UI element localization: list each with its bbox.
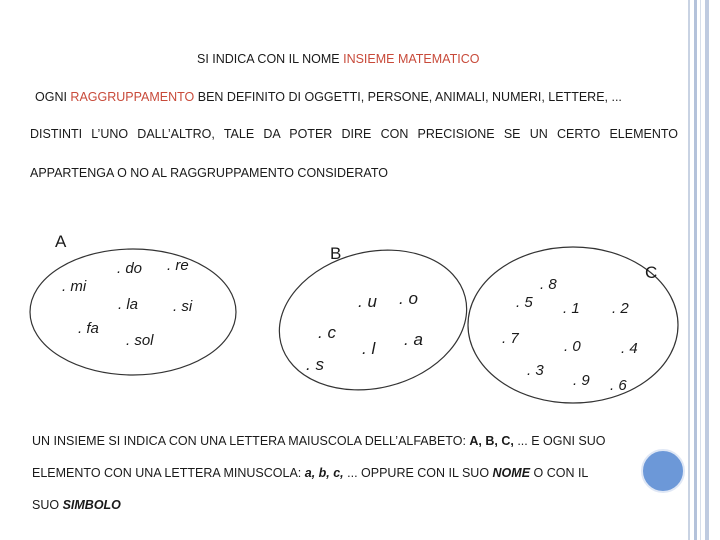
set-c-element: . 5 [516,294,533,311]
note-line-2 [32,466,588,480]
note-text: ... OPPURE CON IL SUO [343,466,493,480]
set-b-element: . c [318,323,336,342]
set-a-element: . la [118,296,139,313]
set-b-ellipse [264,231,481,409]
note-text: ... E OGNI SUO [513,434,606,448]
set-c-element: . 1 [563,300,580,317]
definition-line-3: APPARTENGA O NO AL RAGGRUPPAMENTO CONSIDERATO [30,166,388,180]
definition-line-2: DISTINTI L’UNO DALL’ALTRO, TALE DA POTER DIRE CON PRECISIONE SE UN CERTO ELEMENTO [30,127,678,141]
note-bold: A, B, C, [469,434,514,448]
note-bold-italic: NOME [492,466,531,480]
note-text: ELEMENTO CON UNA LETTERA MINUSCOLA: [32,466,305,480]
definition-text: OGNI [35,90,71,104]
set-b-element: . l [362,339,376,358]
title-text: SI INDICA CON IL NOME [197,52,344,66]
set-c-element: . 7 [502,330,519,347]
note-bold-italic: a, b, c, [304,466,344,480]
set-b-element: . o [399,289,418,308]
note-text: SUO [32,498,63,512]
set-c-element: . 2 [612,300,629,317]
set-c-label: C [645,263,658,282]
set-c-element: . 0 [564,338,581,355]
set-c-element: . 9 [573,372,590,389]
note-text: O CON IL [530,466,589,480]
set-a-element: . re [167,257,189,274]
note-text: UN INSIEME SI INDICA CON UNA LETTERA MAIUSCOLA DELL’ALFABETO: [32,434,470,448]
set-b-label: B [330,244,342,263]
set-a-element: . fa [78,320,99,337]
definition-text: BEN DEFINITO DI OGGETTI, PERSONE, ANIMALI, NUMERI, LETTERE, ... [194,90,622,104]
set-c-element: . 8 [540,276,557,293]
set-c-element: . 6 [610,377,627,394]
note-line-1 [32,434,606,448]
set-c-element: . 4 [621,340,638,357]
definition-highlight: RAGGRUPPAMENTO [70,90,195,104]
title-highlight: INSIEME MATEMATICO [343,52,480,66]
set-a-element: . mi [62,278,87,295]
set-b-element: . s [306,355,324,374]
set-c-element: . 3 [527,362,544,379]
set-a-element: . do [117,260,143,277]
set-a-element: . sol [126,332,154,349]
note-bold-italic: SIMBOLO [62,498,121,512]
set-a-label: A [55,232,67,251]
set-b-element: . a [404,330,423,349]
note-line-3 [32,498,121,512]
set-a-element: . si [173,298,193,315]
set-b-element: . u [358,292,377,311]
